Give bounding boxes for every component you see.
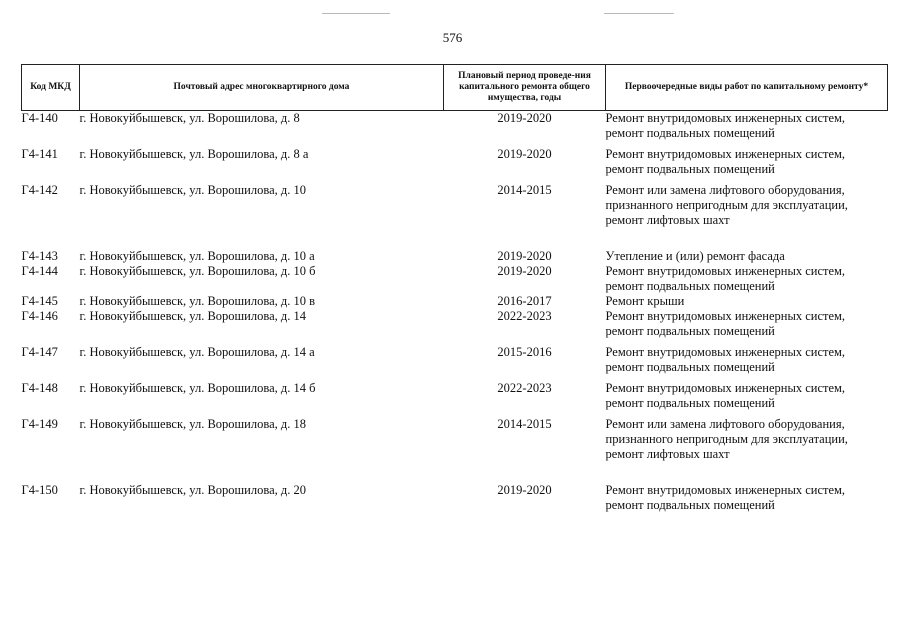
mkd-address: г. Новокуйбышевск, ул. Ворошилова, д. 14 б <box>79 381 316 395</box>
repair-period: 2016-2017 <box>497 294 552 308</box>
header-code: Код МКД <box>22 65 80 111</box>
repair-work-line: Утепление и (или) ремонт фасада <box>605 249 785 263</box>
repair-period: 2022-2023 <box>497 309 552 323</box>
repair-work-line: ремонт подвальных помещений <box>605 396 775 410</box>
table-row <box>22 375 888 411</box>
page-number: 576 <box>442 30 463 45</box>
repair-work-line: ремонт подвальных помещений <box>605 126 775 140</box>
capital-repair-table <box>21 64 888 513</box>
mkd-address: г. Новокуйбышевск, ул. Ворошилова, д. 18 <box>79 417 307 431</box>
scan-artifact-line <box>322 13 390 14</box>
repair-work-line: признанного непригодным для эксплуатации, <box>605 432 848 446</box>
repair-works <box>606 339 888 375</box>
repair-period: 2019-2020 <box>497 111 552 125</box>
mkd-code: Г4-146 <box>21 309 58 323</box>
repair-period: 2019-2020 <box>497 264 552 278</box>
repair-work-line: Ремонт внутридомовых инженерных систем, <box>605 345 846 359</box>
header-period: Плановый период проведе-ния капитального ремонта общего имущества, годы <box>444 65 606 111</box>
repair-works <box>606 375 888 411</box>
repair-works <box>606 309 888 339</box>
mkd-code: Г4-145 <box>21 294 58 308</box>
header-address: Почтовый адрес многоквартирного дома <box>80 65 444 111</box>
repair-period: 2019-2020 <box>497 249 552 263</box>
repair-works <box>606 462 888 513</box>
mkd-address: г. Новокуйбышевск, ул. Ворошилова, д. 10 а <box>79 249 315 263</box>
mkd-address: г. Новокуйбышевск, ул. Ворошилова, д. 8 а <box>79 147 309 161</box>
repair-works <box>606 264 888 294</box>
repair-work-line: Ремонт внутридомовых инженерных систем, <box>605 309 846 323</box>
table-body <box>22 111 888 514</box>
repair-work-line: Ремонт внутридомовых инженерных систем, <box>605 483 846 497</box>
repair-work-line: признанного непригодным для эксплуатации, <box>605 198 848 212</box>
repair-work-line: ремонт подвальных помещений <box>605 498 775 512</box>
repair-work-line: Ремонт внутридомовых инженерных систем, <box>605 111 846 125</box>
repair-work-line: Ремонт внутридомовых инженерных систем, <box>605 264 846 278</box>
header-works: Первоочередные виды работ по капитальному ремонту* <box>606 65 888 111</box>
mkd-code: Г4-143 <box>21 249 58 263</box>
repair-work-line: ремонт лифтовых шахт <box>605 213 730 227</box>
mkd-address: г. Новокуйбышевск, ул. Ворошилова, д. 10 б <box>79 264 316 278</box>
table-row <box>22 339 888 375</box>
repair-works <box>606 177 888 228</box>
mkd-address: г. Новокуйбышевск, ул. Ворошилова, д. 8 <box>79 111 300 125</box>
repair-works <box>606 294 888 309</box>
repair-works <box>606 228 888 264</box>
repair-work-line: ремонт подвальных помещений <box>605 360 775 374</box>
table-row <box>22 111 888 142</box>
repair-works <box>606 111 888 142</box>
repair-work-line: Ремонт внутридомовых инженерных систем, <box>605 147 846 161</box>
table-row <box>22 177 888 228</box>
table-row <box>22 141 888 177</box>
table-row <box>22 228 888 264</box>
repair-period: 2015-2016 <box>497 345 552 359</box>
repair-period: 2014-2015 <box>497 417 552 431</box>
repair-work-line: ремонт лифтовых шахт <box>605 447 730 461</box>
repair-work-line: Ремонт крыши <box>605 294 685 308</box>
scan-artifact-line <box>604 13 674 14</box>
mkd-code: Г4-150 <box>21 483 58 497</box>
mkd-code: Г4-141 <box>21 147 58 161</box>
repair-period: 2019-2020 <box>497 147 552 161</box>
repair-work-line: Ремонт или замена лифтового оборудования, <box>605 183 845 197</box>
table-row <box>22 462 888 513</box>
repair-work-line: Ремонт или замена лифтового оборудования, <box>605 417 845 431</box>
table-header-row <box>22 65 888 111</box>
repair-period: 2022-2023 <box>497 381 552 395</box>
repair-period: 2014-2015 <box>497 183 552 197</box>
mkd-code: Г4-140 <box>21 111 58 125</box>
table-row <box>22 411 888 462</box>
mkd-address: г. Новокуйбышевск, ул. Ворошилова, д. 14 а <box>79 345 315 359</box>
mkd-address: г. Новокуйбышевск, ул. Ворошилова, д. 14 <box>79 309 307 323</box>
mkd-address: г. Новокуйбышевск, ул. Ворошилова, д. 10 <box>79 183 307 197</box>
repair-works <box>606 141 888 177</box>
repair-work-line: Ремонт внутридомовых инженерных систем, <box>605 381 846 395</box>
table-row <box>22 294 888 309</box>
table-row <box>22 264 888 294</box>
repair-work-line: ремонт подвальных помещений <box>605 162 775 176</box>
mkd-address: г. Новокуйбышевск, ул. Ворошилова, д. 10 в <box>79 294 316 308</box>
repair-period: 2019-2020 <box>497 483 552 497</box>
repair-work-line: ремонт подвальных помещений <box>605 324 775 338</box>
repair-works <box>606 411 888 462</box>
mkd-code: Г4-144 <box>21 264 58 278</box>
mkd-code: Г4-148 <box>21 381 58 395</box>
mkd-code: Г4-147 <box>21 345 58 359</box>
mkd-address: г. Новокуйбышевск, ул. Ворошилова, д. 20 <box>79 483 307 497</box>
table-row <box>22 309 888 339</box>
mkd-code: Г4-149 <box>21 417 58 431</box>
mkd-code: Г4-142 <box>21 183 58 197</box>
repair-work-line: ремонт подвальных помещений <box>605 279 775 293</box>
